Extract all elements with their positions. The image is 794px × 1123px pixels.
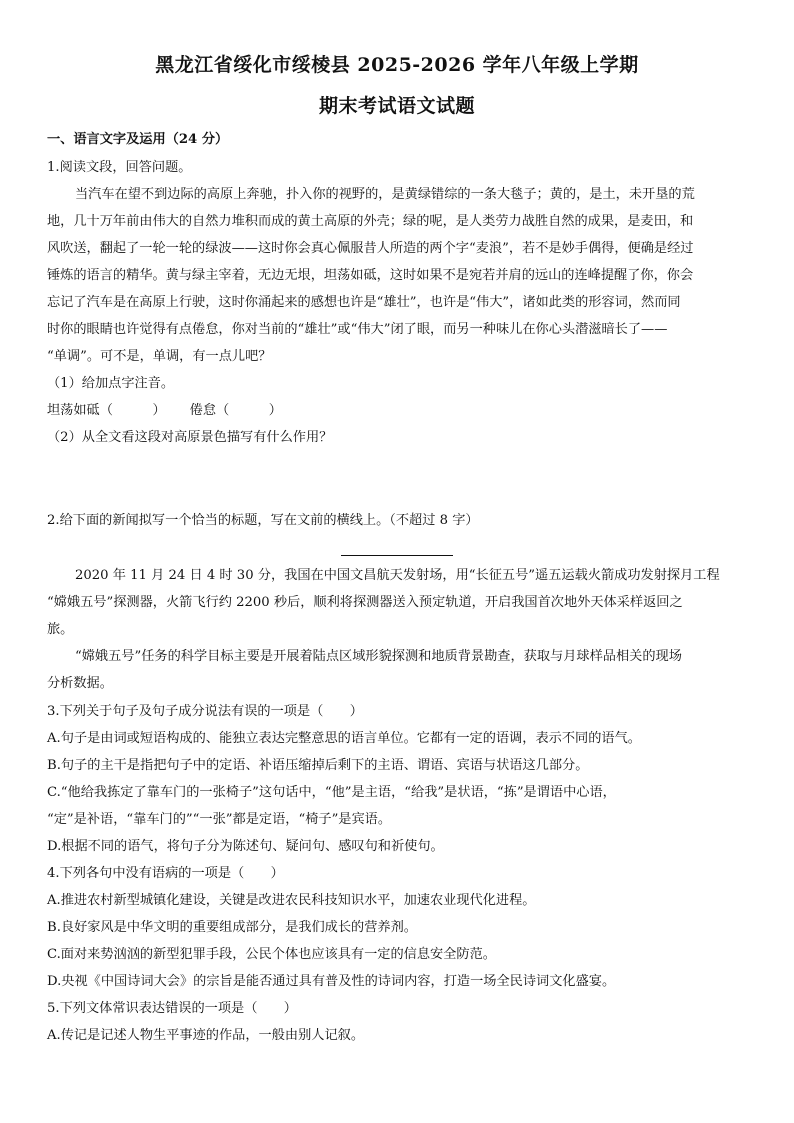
- q2-news-line: 旅。: [47, 622, 74, 637]
- q1-stem: 1.阅读文段，回答问题。: [47, 160, 192, 175]
- q4-option-c: C.面对来势汹汹的新型犯罪手段，公民个体也应该具有一定的信息安全防范。: [47, 947, 496, 962]
- title-answer-blank: [341, 555, 453, 556]
- q2-news-line: “嫦娥五号”任务的科学目标主要是开展着陆点区域形貌探测和地质背景勘查，获取与月球样品相关的现场: [75, 649, 682, 664]
- q1-passage-line: 当汽车在望不到边际的高原上奔驰，扑入你的视野的，是黄绿错综的一条大毯子；黄的，是土，未开垦的荒: [75, 187, 695, 202]
- q2-stem: 2.给下面的新闻拟写一个恰当的标题，写在文前的横线上。（不超过 8 字）: [47, 513, 479, 528]
- q1-sub1: （1）给加点字注音。: [47, 376, 175, 391]
- q1-passage-line: “单调”。可不是，单调，有一点儿吧？: [47, 349, 272, 364]
- q3-stem: 3.下列关于句子及句子成分说法有误的一项是（ ）: [47, 704, 363, 719]
- q2-news-line: “嫦娥五号”探测器，火箭飞行约 2200 秒后，顺利将探测器送入预定轨道，开启我国首次地外天体采样返回之: [47, 595, 683, 610]
- q4-option-d: D.央视《中国诗词大会》的宗旨是能否通过具有普及性的诗词内容，打造一场全民诗词文化盛宴。: [47, 974, 616, 989]
- q3-option-d: D.根据不同的语气，将句子分为陈述句、疑问句、感叹句和祈使句。: [47, 839, 444, 854]
- q2-news-line: 2020 年 11 月 24 日 4 时 30 分，我国在中国文昌航天发射场，用“长征五号”遥五运载火箭成功发射探月工程: [75, 568, 720, 583]
- q1-passage-line: 时你的眼睛也许觉得有点倦怠，你对当前的“雄壮”或“伟大”闭了眼，而另一种味儿在你心头潜滋暗长了——: [47, 322, 668, 337]
- q1-passage-line: 地，几十万年前由伟大的自然力堆积而成的黄土高原的外壳；绿的呢，是人类劳力战胜自然的成果，是麦田，和: [47, 214, 694, 229]
- q4-option-a: A.推进农村新型城镇化建设，关键是改进农民科技知识水平，加速农业现代化进程。: [47, 893, 536, 908]
- q1-sub2: （2）从全文看这段对高原景色描写有什么作用？: [47, 430, 333, 445]
- exam-title-line2: 期末考试语文试题: [318, 95, 475, 117]
- q1-passage-line: 锤炼的语言的精华。黄与绿主宰着，无边无垠，坦荡如砥，这时如果不是宛若并肩的远山的连峰提醒了你，你会: [47, 268, 694, 283]
- q1-passage-line: 风吹送，翻起了一轮一轮的绿波——这时你会真心佩服昔人所造的两个字“麦浪”，若不是妙手偶得，便确是经过: [47, 241, 694, 256]
- q5-option-a: A.传记是记述人物生平事迹的作品，一般由别人记叙。: [47, 1028, 365, 1043]
- q4-stem: 4.下列各句中没有语病的一项是（ ）: [47, 866, 284, 881]
- section-heading: 一、语言文字及运用（24 分）: [47, 132, 229, 147]
- q4-option-b: B.良好家风是中华文明的重要组成部分，是我们成长的营养剂。: [47, 920, 417, 935]
- q3-option-b: B.句子的主干是指把句子中的定语、补语压缩掉后剩下的主语、谓语、宾语与状语这几部分。: [47, 758, 589, 773]
- q1-sub1-items: 坦荡如砥（ ） 倦怠（ ）: [47, 403, 282, 418]
- q5-stem: 5.下列文体常识表达错误的一项是（ ）: [47, 1001, 297, 1016]
- q1-passage-line: 忘记了汽车是在高原上行驶，这时你涌起来的感想也许是“雄壮”，也许是“伟大”，诸如此类的形容词，然而同: [47, 295, 681, 310]
- q3-option-c-cont: “定”是补语，“靠车门的”“一张”都是定语，“椅子”是宾语。: [47, 812, 392, 827]
- q3-option-a: A.句子是由词或短语构成的、能独立表达完整意思的语言单位。它都有一定的语调，表示不同的语气。: [47, 731, 641, 746]
- exam-title-line1: 黑龙江省绥化市绥棱县 2025-2026 学年八年级上学期: [155, 54, 639, 76]
- q2-news-line: 分析数据。: [47, 676, 113, 691]
- q3-option-c: C.“他给我拣定了靠车门的一张椅子”这句话中，“他”是主语，“给我”是状语，“拣”是谓语中心语，: [47, 785, 616, 800]
